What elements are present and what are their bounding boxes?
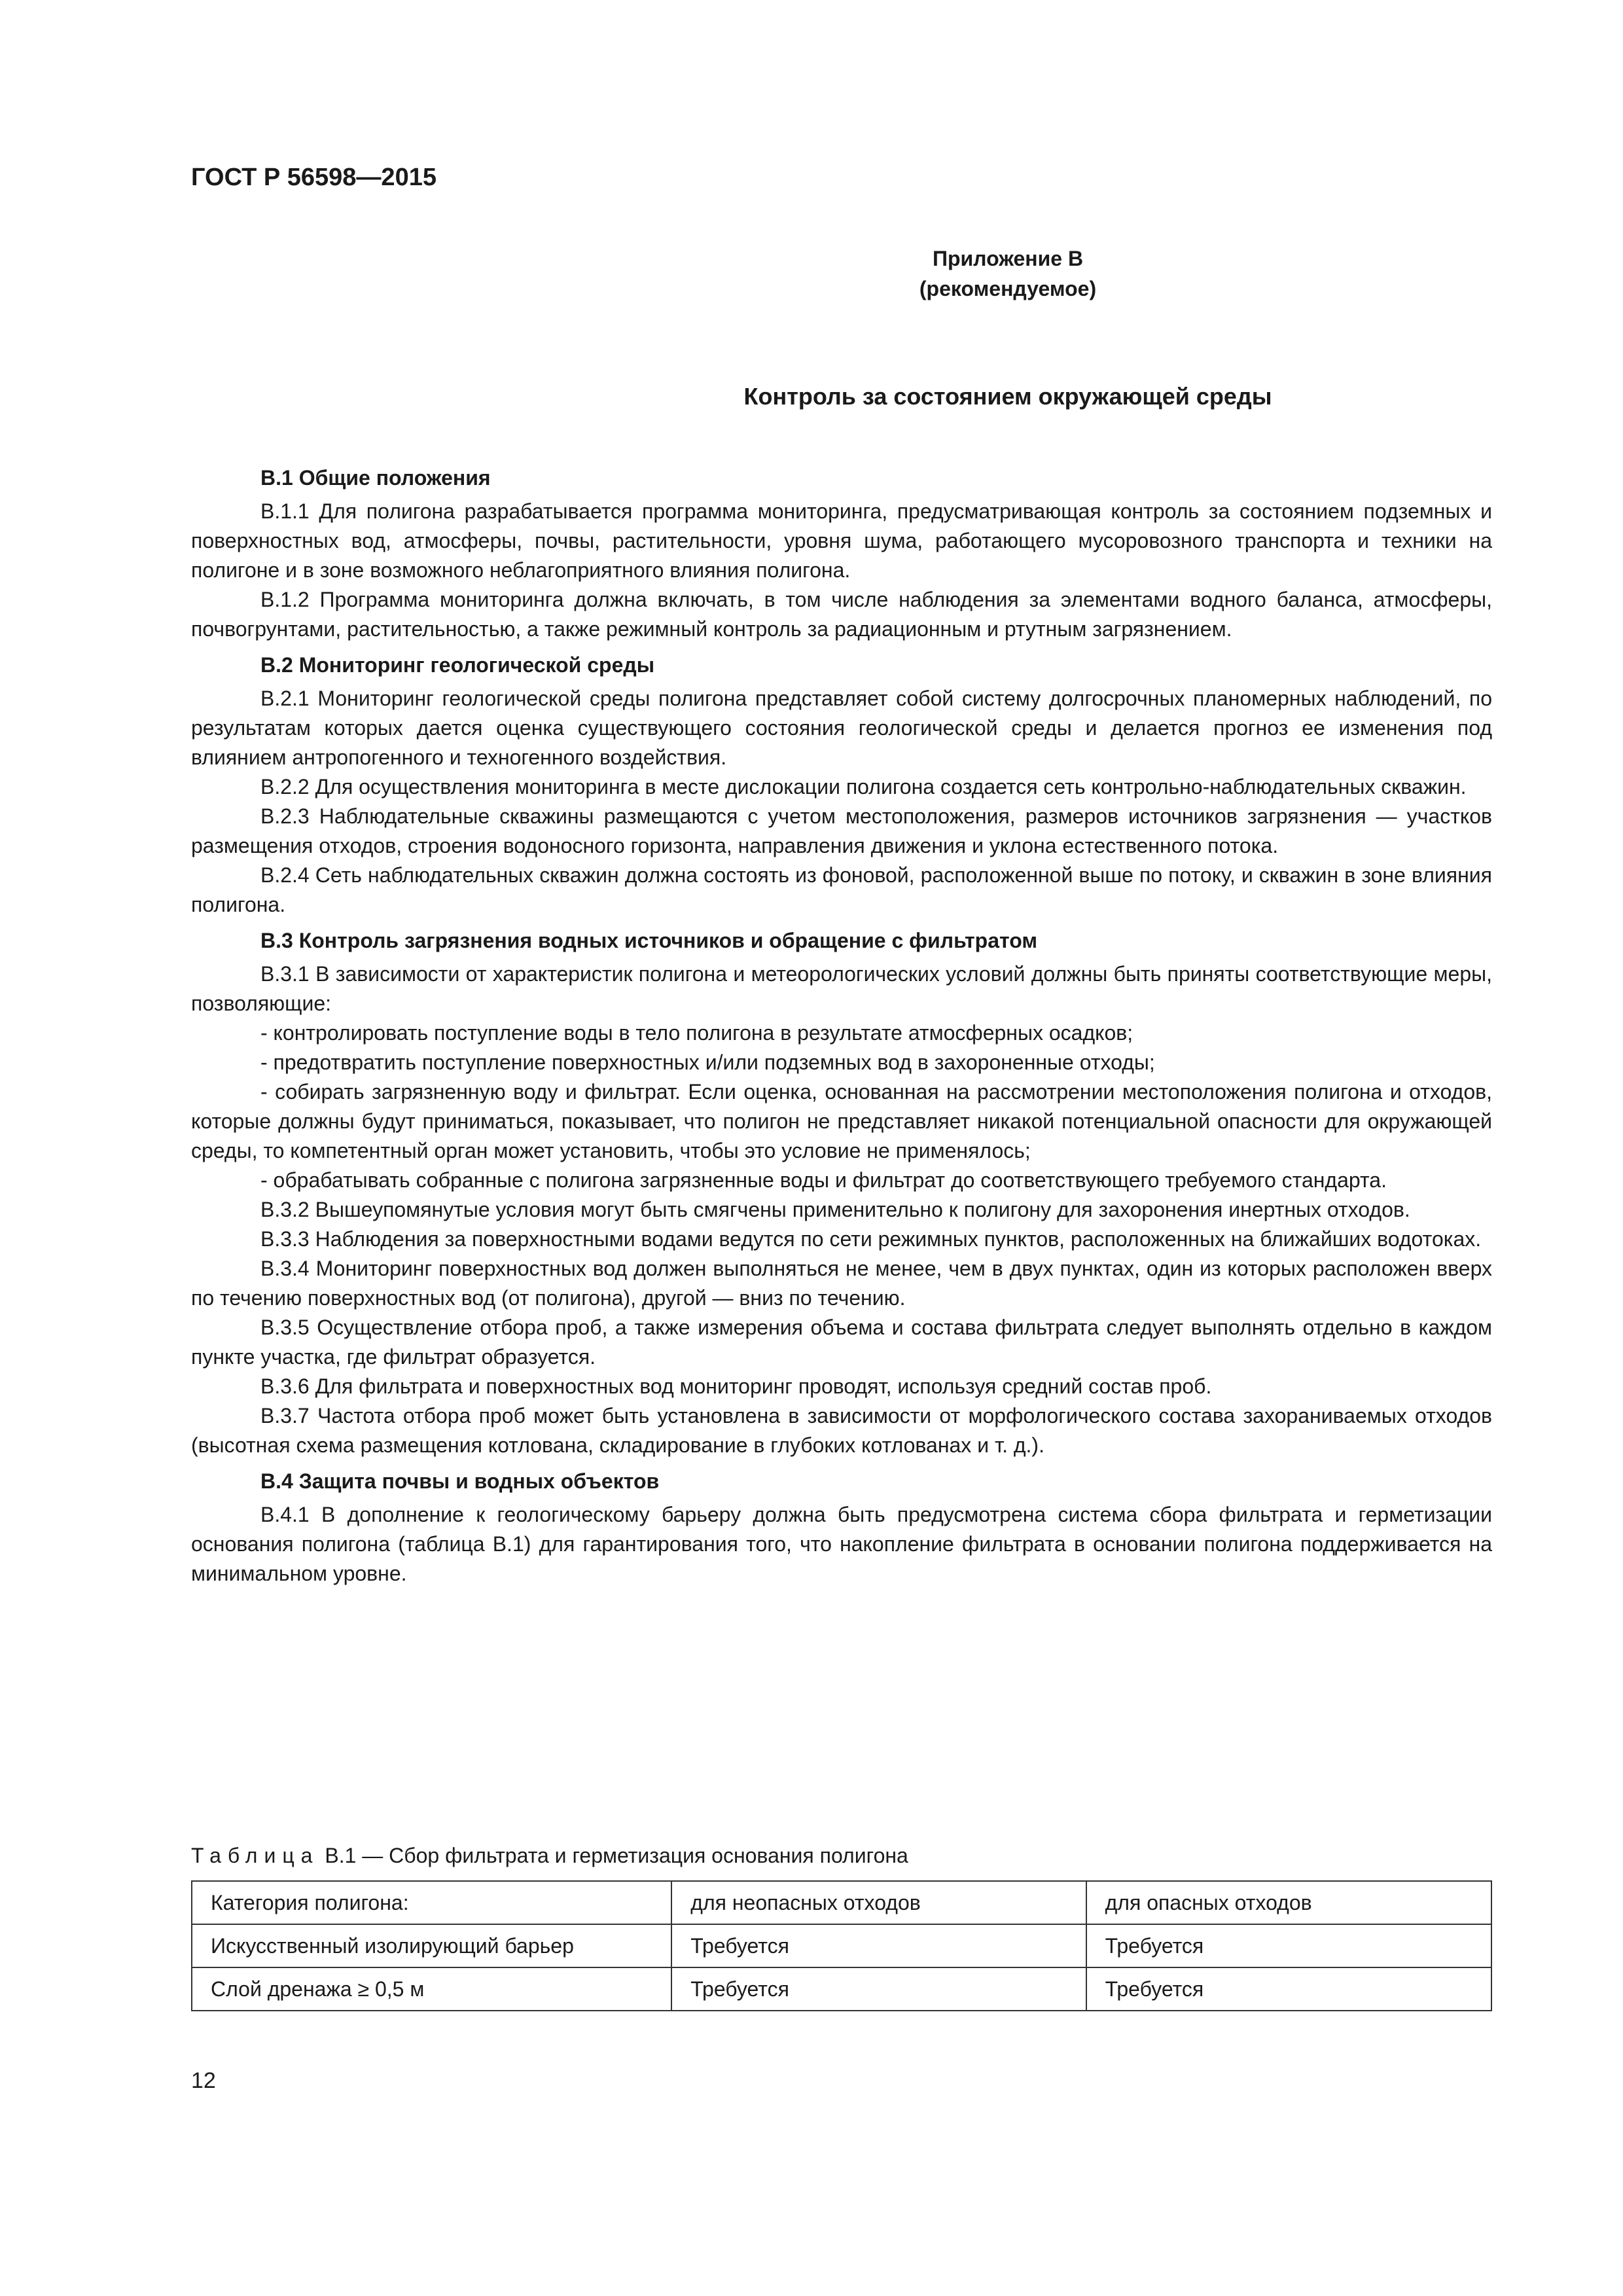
table-cell: Требуется <box>671 1924 1086 1967</box>
table-cell: для опасных отходов <box>1086 1881 1491 1924</box>
paragraph: В.4.1 В дополнение к геологическому барьеру должна быть предусмотрена система сбора фильтрата и герметизации основания полигона (таблица В.1) для гарантирования того, что накопление фильтрата в основании полигона поддерживается на минимальном уровне. <box>191 1503 1492 1585</box>
paragraph: В.3.4 Мониторинг поверхностных вод должен выполняться не менее, чем в двух пунктах, один из которых расположен вверх по течению поверхностных вод (от полигона), другой — вниз по течению. <box>191 1257 1492 1310</box>
paragraph: В.3.2 Вышеупомянутые условия могут быть смягчены применительно к полигону для захоронения инертных отходов. <box>260 1198 1410 1221</box>
document-code: ГОСТ Р 56598—2015 <box>191 164 437 191</box>
table-cell: для неопасных отходов <box>671 1881 1086 1924</box>
section-heading: В.1 Общие положения <box>260 466 491 490</box>
paragraph: В.2.1 Мониторинг геологической среды полигона представляет собой систему долгосрочных планомерных наблюдений, по результатам которых дается оценка существующего состояния геологической среды и делается прогноз ее изменения под влиянием антропогенного и техногенного воздействия. <box>191 687 1492 769</box>
paragraph: В.1.2 Программа мониторинга должна включать, в том числе наблюдения за элементами водного баланса, атмосферы, почвогрунтами, растительностью, а также режимный контроль за радиационным и ртутным загрязнением. <box>191 588 1492 641</box>
appendix-status: (рекомендуемое) <box>919 277 1097 300</box>
list-item: - предотвратить поступление поверхностных и/или подземных вод в захороненные отходы; <box>260 1050 1155 1074</box>
table-cell: Требуется <box>1086 1924 1491 1967</box>
paragraph: В.2.2 Для осуществления мониторинга в месте дислокации полигона создается сеть контрольно-наблюдательных скважин. <box>260 775 1467 798</box>
paragraph: В.3.7 Частота отбора проб может быть установлена в зависимости от морфологического состава захораниваемых отходов (высотная схема размещения котлована, складирование в глубоких котлованах и т. д.). <box>191 1404 1492 1457</box>
document-body <box>191 463 1492 1588</box>
list-item: - обрабатывать собранные с полигона загрязненные воды и фильтрат до соответствующего требуемого стандарта. <box>260 1168 1387 1192</box>
paragraph: В.2.4 Сеть наблюдательных скважин должна состоять из фоновой, расположенной выше по потоку, и скважин в зоне влияния полигона. <box>191 863 1492 916</box>
list-item: - собирать загрязненную воду и фильтрат. Если оценка, основанная на рассмотрении местоположения полигона и отходов, которые должны будут приниматься, показывает, что полигон не представляет никакой потенциальной опасности для окружающей среды, то компетентный орган может установить, чтобы это условие не применялось; <box>191 1080 1492 1162</box>
paragraph: В.3.3 Наблюдения за поверхностными водами ведутся по сети режимных пунктов, расположенных на ближайших водотоках. <box>260 1227 1482 1251</box>
table-caption <box>191 1844 908 1868</box>
section-heading: В.3 Контроль загрязнения водных источников и обращение с фильтратом <box>260 929 1038 952</box>
table-cell: Требуется <box>671 1967 1086 2011</box>
table-row <box>192 1881 1491 1924</box>
appendix-label <box>0 243 1623 304</box>
section-heading: В.4 Защита почвы и водных объектов <box>260 1469 660 1493</box>
table-row <box>192 1924 1491 1967</box>
table-cell: Слой дренажа ≥ 0,5 м <box>192 1967 671 2011</box>
data-table <box>191 1880 1492 2011</box>
table-caption-text: В.1 — Сбор фильтрата и герметизация основания полигона <box>319 1844 908 1867</box>
page-title: Контроль за состоянием окружающей среды <box>743 383 1272 410</box>
table-cell: Требуется <box>1086 1967 1491 2011</box>
paragraph: В.3.1 В зависимости от характеристик полигона и метеорологических условий должны быть приняты соответствующие меры, позволяющие: <box>191 962 1492 1015</box>
list-item: - контролировать поступление воды в тело полигона в результате атмосферных осадков; <box>260 1021 1133 1045</box>
table-cell: Искусственный изолирующий барьер <box>192 1924 671 1967</box>
table-cell: Категория полигона: <box>192 1881 671 1924</box>
paragraph: В.1.1 Для полигона разрабатывается программа мониторинга, предусматривающая контроль за состоянием подземных и поверхностных вод, атмосферы, почвы, растительности, уровня шума, работающего мусоровозного транспорта и техники на полигоне и в зоне возможного неблагоприятного влияния полигона. <box>191 499 1492 582</box>
table-caption-label: Таблица <box>191 1844 319 1867</box>
paragraph: В.2.3 Наблюдательные скважины размещаются с учетом местоположения, размеров источников загрязнения — участков размещения отходов, строения водоносного горизонта, направления движения и уклона естественного потока. <box>191 804 1492 857</box>
paragraph: В.3.5 Осуществление отбора проб, а также измерения объема и состава фильтрата следует выполнять отдельно в каждом пункте участка, где фильтрат образуется. <box>191 1316 1492 1369</box>
page-number: 12 <box>191 2068 216 2093</box>
paragraph: В.3.6 Для фильтрата и поверхностных вод мониторинг проводят, используя средний состав проб. <box>260 1374 1212 1398</box>
section-heading: В.2 Мониторинг геологической среды <box>260 653 655 677</box>
appendix-title: Приложение В <box>932 247 1084 270</box>
table-row <box>192 1967 1491 2011</box>
